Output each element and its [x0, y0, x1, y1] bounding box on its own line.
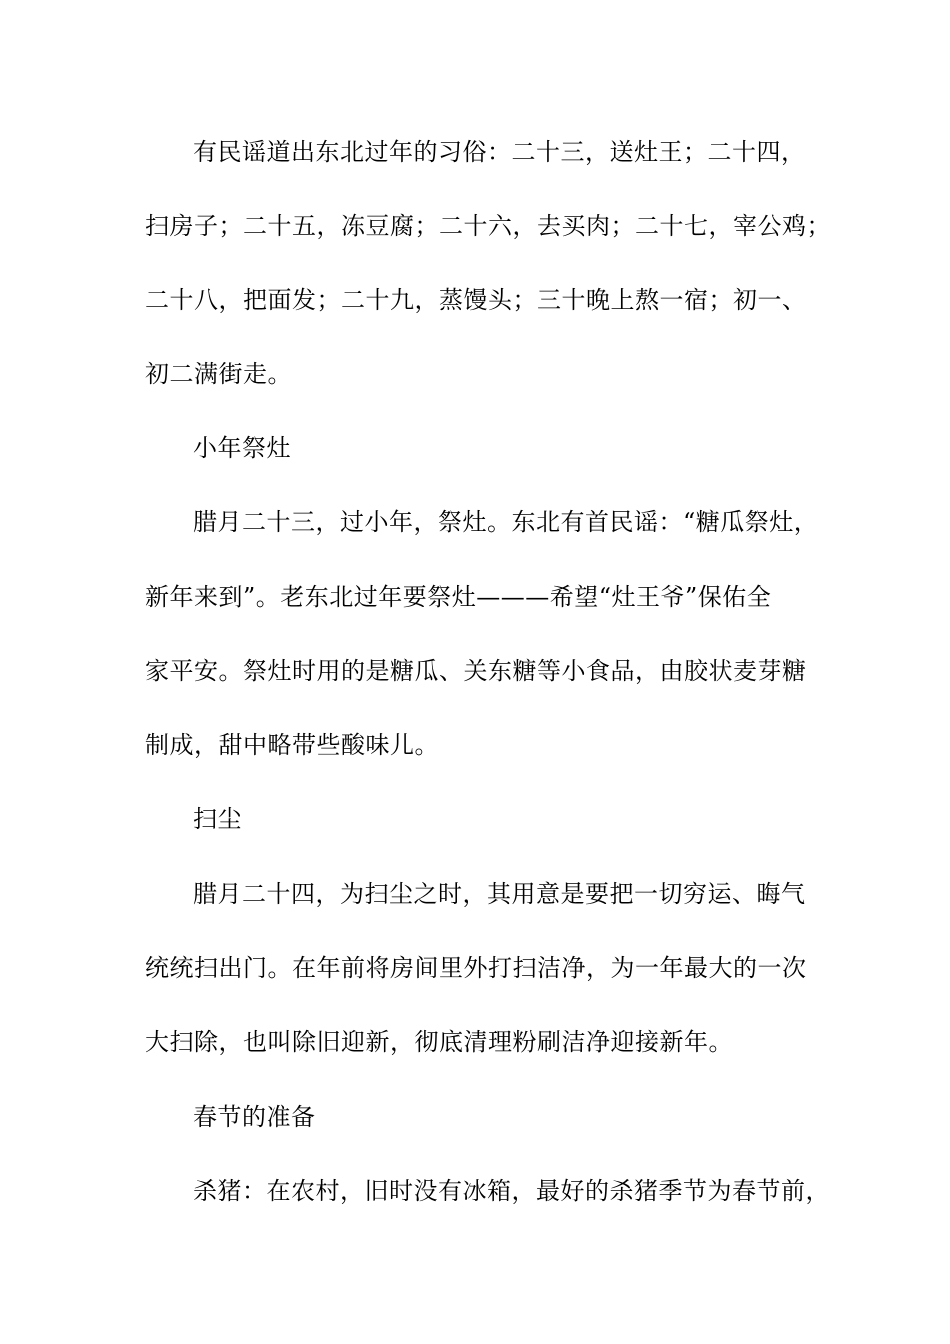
paragraph-saochen-line-1: 腊月二十四，为扫尘之时，其用意是要把一切穷运、晦气: [193, 880, 806, 908]
paragraph-customs-line-4: 初二满街走。: [145, 360, 292, 388]
paragraph-customs-line-2: 扫房子；二十五，冻豆腐；二十六，去买肉；二十七，宰公鸡；: [145, 212, 831, 240]
heading-saochen: 扫尘: [193, 805, 242, 833]
paragraph-customs-line-3: 二十八，把面发；二十九，蒸馒头；三十晚上熬一宿；初一、: [145, 286, 807, 314]
paragraph-jizao-line-2: 新年来到”。老东北过年要祭灶———希望“灶王爷”保佑全: [145, 583, 772, 611]
paragraph-jizao-line-3: 家平安。祭灶时用的是糖瓜、关东糖等小食品，由胶状麦芽糖: [145, 657, 807, 685]
paragraph-shazhu-line-1: 杀猪：在农村，旧时没有冰箱，最好的杀猪季节为春节前，: [193, 1177, 830, 1205]
heading-chunjie-zhunbei: 春节的准备: [193, 1103, 316, 1131]
paragraph-jizao-line-4: 制成，甜中略带些酸味儿。: [145, 731, 439, 759]
paragraph-jizao-line-1: 腊月二十三，过小年，祭灶。东北有首民谣：“糖瓜祭灶，: [193, 508, 819, 536]
heading-xiaonian-jizao: 小年祭灶: [193, 434, 291, 462]
paragraph-customs-line-1: 有民谣道出东北过年的习俗：二十三，送灶王；二十四，: [193, 138, 806, 166]
paragraph-saochen-line-3: 大扫除，也叫除旧迎新，彻底清理粉刷洁净迎接新年。: [145, 1028, 733, 1056]
paragraph-saochen-line-2: 统统扫出门。在年前将房间里外打扫洁净，为一年最大的一次: [145, 954, 807, 982]
